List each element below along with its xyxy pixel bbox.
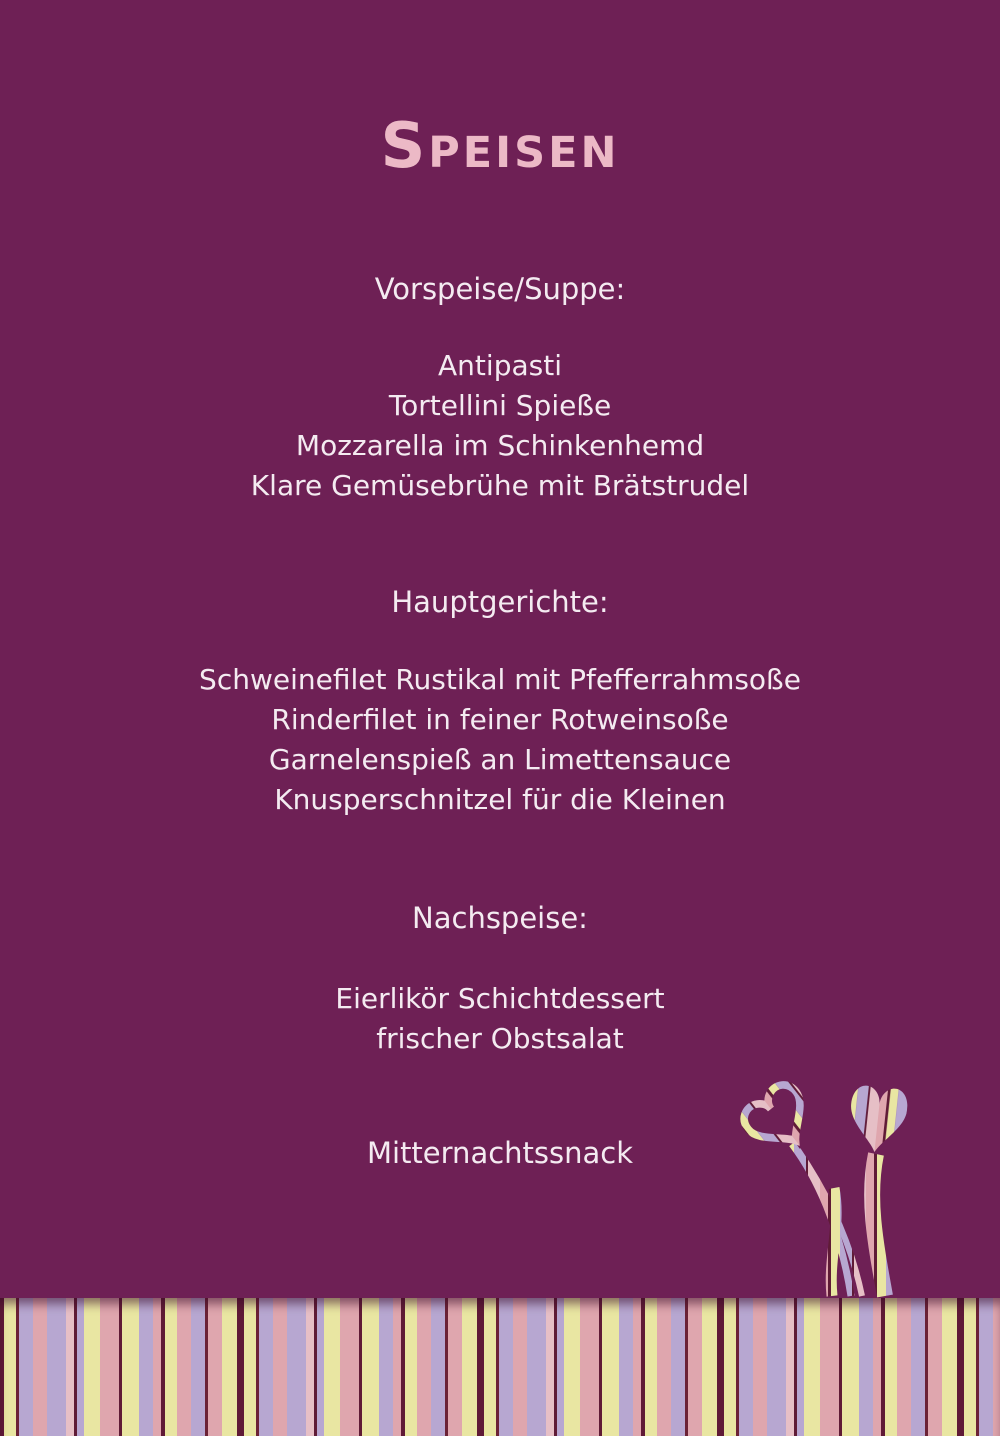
stem bbox=[872, 1154, 885, 1296]
section-heading-nachspeise: Nachspeise: bbox=[412, 901, 588, 935]
section-heading-vorspeise: Vorspeise/Suppe: bbox=[374, 272, 626, 306]
menu-item: Knusperschnitzel für die Kleinen bbox=[274, 783, 726, 816]
menu-item: Klare Gemüsebrühe mit Brätstrudel bbox=[250, 469, 750, 502]
menu-item: Schweinefilet Rustikal mit Pfefferrahmsoße bbox=[199, 663, 801, 696]
section-items-vorspeise bbox=[0, 346, 1000, 506]
menu-item: Eierlikör Schichtdessert bbox=[335, 982, 665, 1015]
menu-item: Antipasti bbox=[438, 349, 562, 382]
stem bbox=[792, 1144, 851, 1296]
hearts-ornament bbox=[728, 1076, 940, 1298]
menu-item: Mozzarella im Schinkenhemd bbox=[295, 429, 705, 462]
striped-border bbox=[0, 1298, 1000, 1436]
stem bbox=[831, 1188, 836, 1296]
menu-item: Tortellini Spieße bbox=[388, 389, 612, 422]
heart-filled-icon bbox=[846, 1084, 909, 1155]
section-items-nachspeise bbox=[0, 979, 1000, 1059]
page-title: Speisen bbox=[380, 109, 620, 182]
menu-item: Garnelenspieß an Limettensauce bbox=[268, 743, 732, 776]
heart-outline-icon bbox=[738, 1079, 819, 1159]
menu-item: frischer Obstsalat bbox=[376, 1022, 624, 1055]
section-heading-hauptgerichte: Hauptgerichte: bbox=[391, 585, 609, 619]
menu-item: Rinderfilet in feiner Rotweinsoße bbox=[271, 703, 729, 736]
section-items-hauptgerichte bbox=[0, 660, 1000, 820]
section-heading-mitternachtssnack: Mitternachtssnack bbox=[366, 1136, 634, 1170]
